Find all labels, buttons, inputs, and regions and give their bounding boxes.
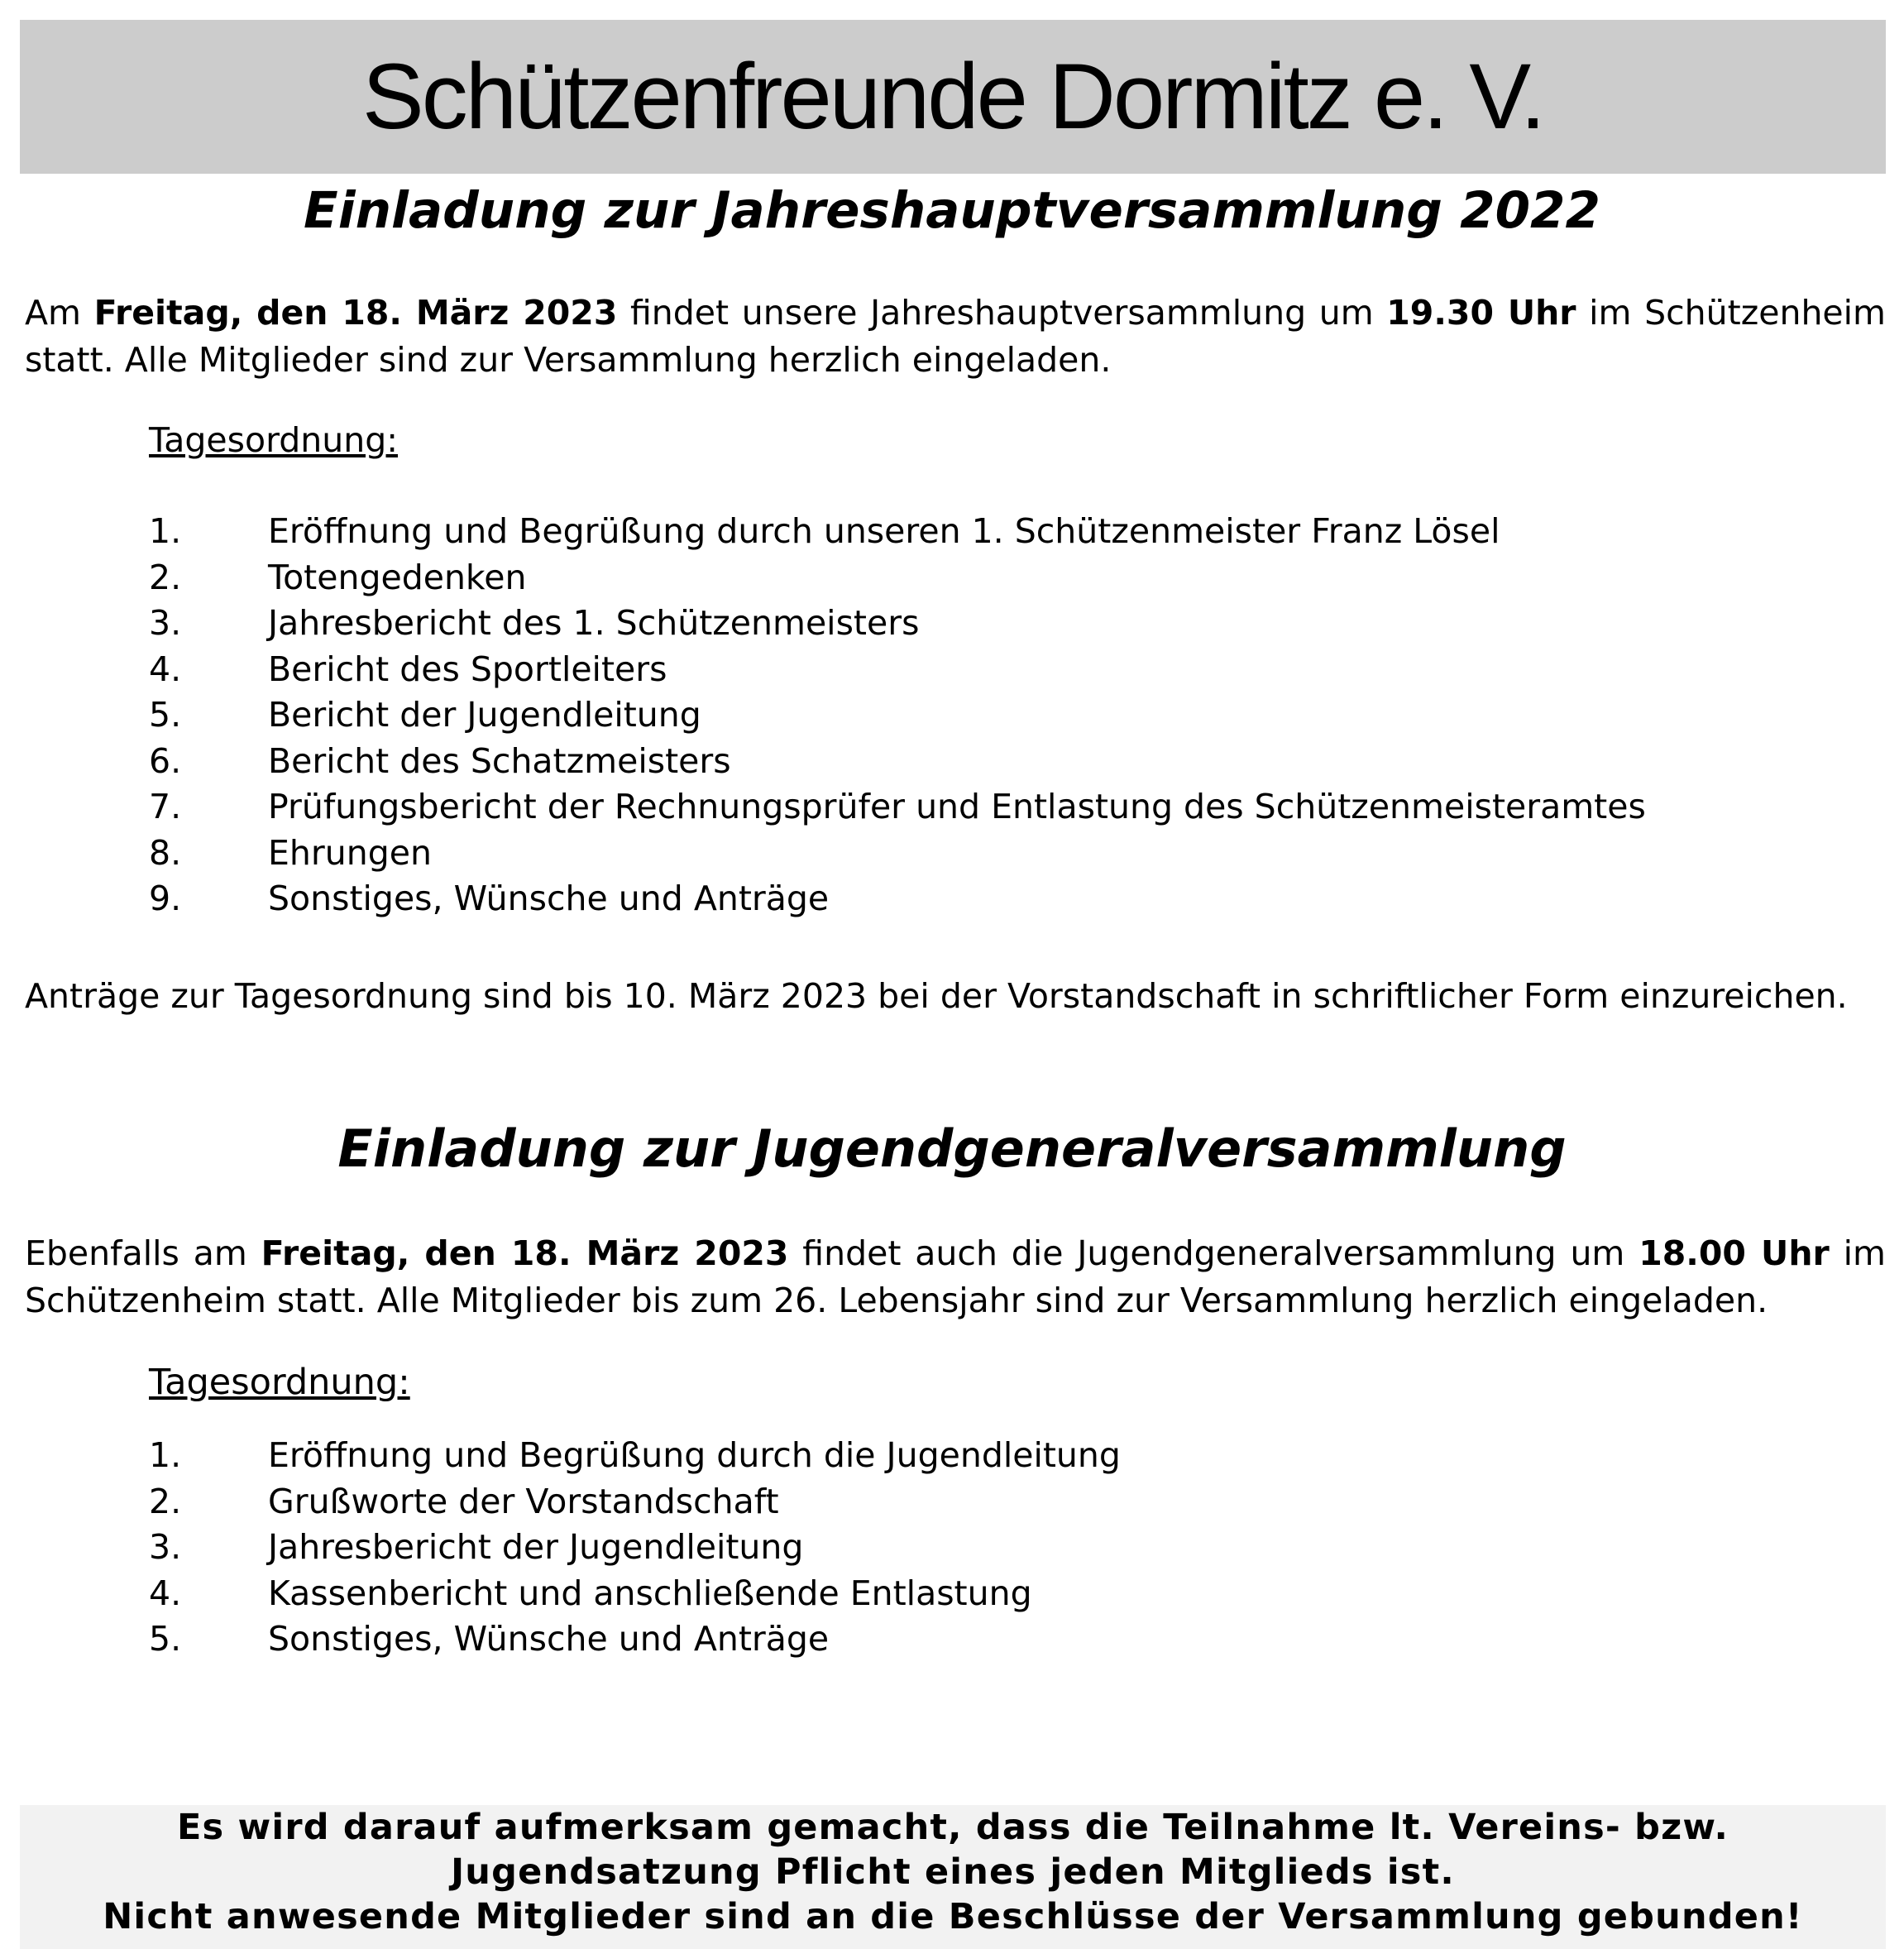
agenda-number: 1. — [149, 511, 182, 551]
agenda-number: 2. — [149, 557, 182, 597]
agenda-item — [149, 1616, 1121, 1663]
agenda-number: 6. — [149, 740, 182, 781]
agenda-number: 5. — [149, 695, 182, 735]
agenda-item — [149, 739, 1646, 785]
intro-part: im Schützenheim statt. Alle Mitglieder bis zum 26. Lebensjahr sind zur Versammlung herzlich eingeladen. — [25, 1233, 1886, 1320]
agenda-number: 7. — [149, 787, 182, 826]
agenda-item — [149, 692, 1646, 739]
agenda-text: Sonstiges, Wünsche und Anträge — [268, 879, 830, 918]
org-title: Schützenfreunde Dormitz e. V. — [362, 45, 1543, 148]
intro-date: Freitag, den 18. März 2023 — [93, 293, 618, 333]
deadline-note: Anträge zur Tagesordnung sind bis 10. März 2023 bei der Vorstandschaft in schriftlicher Form einzureichen. — [25, 976, 1848, 1016]
agenda-number: 3. — [149, 1527, 182, 1567]
agenda-text: Kassenbericht und anschließende Entlastung — [268, 1573, 1032, 1613]
agenda-item — [149, 1525, 1121, 1571]
agenda-text: Grußworte der Vorstandschaft — [268, 1481, 779, 1521]
agenda-number: 8. — [149, 832, 182, 873]
agenda-item — [149, 831, 1646, 877]
agenda-item — [149, 876, 1646, 922]
agenda-text: Totengedenken — [268, 557, 527, 597]
agenda-item — [149, 647, 1646, 693]
intro-part: findet unsere Jahreshauptversammlung um — [617, 293, 1387, 333]
agenda-item — [149, 555, 1646, 601]
header-band — [20, 20, 1886, 174]
attendance-notice — [20, 1805, 1886, 1949]
section2-agenda-label: Tagesordnung: — [149, 1362, 410, 1403]
intro-part: Ebenfalls am — [25, 1233, 261, 1273]
section2-intro — [25, 1230, 1886, 1324]
agenda-item — [149, 784, 1646, 831]
section1-intro — [25, 290, 1886, 384]
agenda-item — [149, 1571, 1121, 1617]
agenda-number: 4. — [149, 649, 182, 689]
agenda-number: 1. — [149, 1435, 182, 1475]
agenda-text: Bericht des Sportleiters — [268, 649, 667, 689]
agenda-number: 3. — [149, 603, 182, 643]
agenda-text: Jahresbericht der Jugendleitung — [268, 1527, 804, 1567]
agenda-item — [149, 601, 1646, 647]
agenda-number: 5. — [149, 1619, 182, 1659]
intro-part: Am — [25, 293, 94, 333]
agenda-text: Bericht des Schatzmeisters — [268, 740, 731, 781]
agenda-text: Eröffnung und Begrüßung durch unseren 1. Schützenmeister Franz Lösel — [268, 511, 1500, 551]
intro-time: 19.30 Uhr — [1386, 293, 1576, 333]
agenda-text: Eröffnung und Begrüßung durch die Jugendleitung — [268, 1435, 1121, 1475]
section1-agenda — [149, 509, 1646, 922]
intro-part: im Schützenheim statt. Alle Mitglieder sind zur Versammlung herzlich eingeladen. — [25, 293, 1886, 380]
notice-line: Nicht anwesende Mitglieder sind an die Beschlüsse der Versammlung gebunden! — [103, 1896, 1803, 1937]
agenda-item — [149, 1479, 1121, 1525]
agenda-text: Sonstiges, Wünsche und Anträge — [268, 1619, 830, 1659]
agenda-text: Ehrungen — [268, 832, 432, 873]
agenda-number: 4. — [149, 1573, 182, 1613]
section1-title: Einladung zur Jahreshauptversammlung 2022 — [304, 181, 1600, 240]
agenda-text: Jahresbericht des 1. Schützenmeisters — [268, 603, 920, 643]
intro-time: 18.00 Uhr — [1638, 1233, 1830, 1273]
agenda-text: Prüfungsbericht der Rechnungsprüfer und Entlastung des Schützenmeisteramtes — [268, 787, 1646, 826]
agenda-number: 9. — [149, 879, 182, 918]
section2-agenda — [149, 1433, 1121, 1663]
agenda-text: Bericht der Jugendleitung — [268, 695, 701, 735]
notice-line: Es wird darauf aufmerksam gemacht, dass die Teilnahme lt. Vereins- bzw. — [176, 1807, 1729, 1848]
agenda-item — [149, 1433, 1121, 1479]
section2-title: Einladung zur Jugendgeneralversammlung — [337, 1118, 1567, 1179]
section1-agenda-label: Tagesordnung: — [149, 420, 399, 460]
intro-date: Freitag, den 18. März 2023 — [261, 1233, 789, 1273]
intro-part: findet auch die Jugendgeneralversammlung um — [788, 1233, 1639, 1273]
agenda-item — [149, 509, 1646, 555]
agenda-number: 2. — [149, 1481, 182, 1521]
notice-line: Jugendsatzung Pflicht eines jeden Mitglieds ist. — [451, 1851, 1455, 1893]
